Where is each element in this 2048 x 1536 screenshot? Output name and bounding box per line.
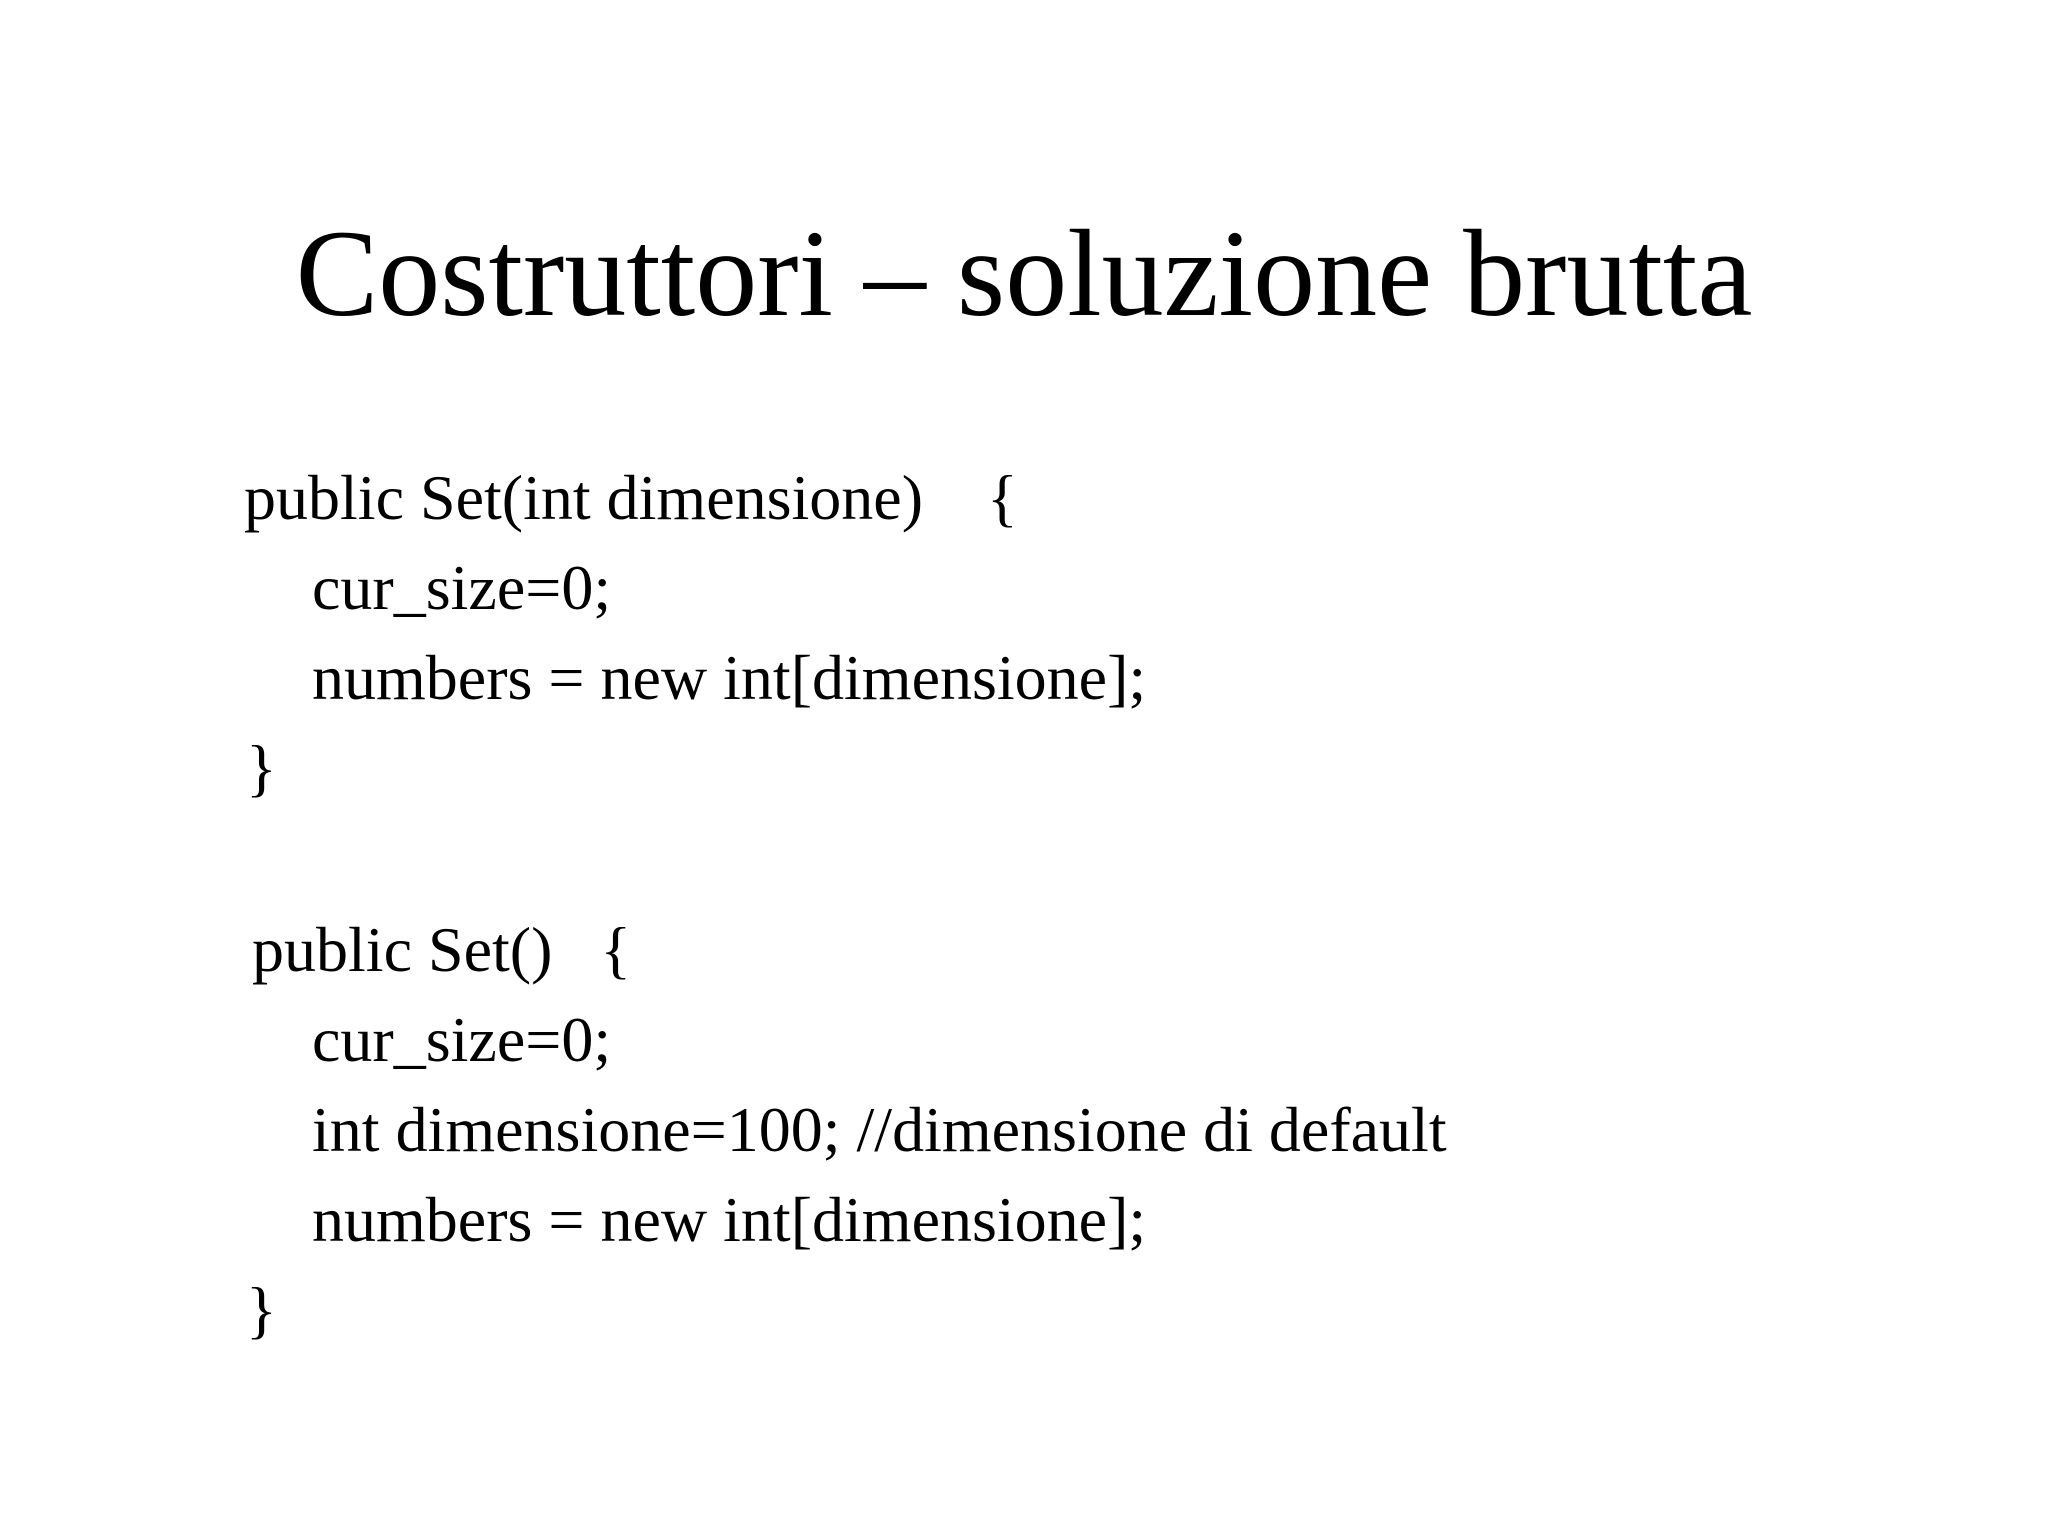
slide-title: Costruttori – soluzione brutta xyxy=(295,205,1753,342)
code-line: cur_size=0; xyxy=(312,552,612,623)
code-line: numbers = new int[dimensione]; xyxy=(312,1184,1147,1255)
code-line: } xyxy=(246,732,277,803)
code-line: cur_size=0; xyxy=(312,1004,612,1075)
code-line: numbers = new int[dimensione]; xyxy=(312,642,1147,713)
code-line: public Set() { xyxy=(252,914,632,985)
code-line: public Set(int dimensione) { xyxy=(244,462,1018,533)
code-line: } xyxy=(246,1274,277,1345)
code-line: int dimensione=100; //dimensione di default xyxy=(312,1094,1447,1165)
